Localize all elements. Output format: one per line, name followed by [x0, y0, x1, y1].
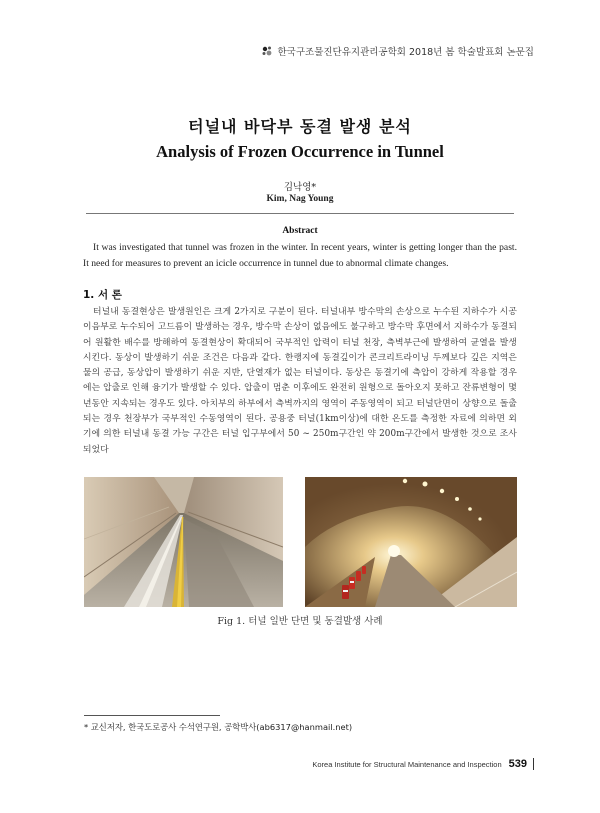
page-footer — [312, 758, 534, 770]
title-divider — [86, 213, 514, 214]
page-number: 539 — [509, 758, 534, 770]
author-name-english: Kim, Nag Young — [266, 194, 334, 204]
running-header — [261, 44, 534, 58]
introduction-paragraph: 터널내 동결현상은 발생원인은 크게 2가지로 구분이 된다. 터널내부 방수막의 손상으로 누수된 지하수가 시공이음부로 누수되어 고드름이 발생하는 경우, 방수막 손상이 없음에도 불구하고 방수막 후면에서 지하수가 동결되어 원활한 배수를 방해하여 동결현상이 확대되어 국부적인 압력이 터널 천장, 측벽부근에 발생하여 균열을 발생시킨다. 동상이 발생하기 쉬운 조건은 다음과 같다. 한랭지에 동결깊이가 콘크리트라이닝 두께보다 깊은 지역은 물의 공급, 동상압이 발생하기 쉬운 지반, 단열재가 없는 터널이다. 동상은 동결기에 측압이 강하게 작용할 경우에는 압출로 인해 융기가 발생할 수 있다. 압출이 멈춘 이후에도 완전히 원형으로 돌아오지 못하고 잔류변형이 몇년동안 지속되는 경우도 있다. 아치부의 하부에서 측벽까지의 영역이 주동영역이 되고 터널단면이 상향으로 돌출 되는 경우 천장부가 국부적인 수동영역이 된다. 공용중 터널(1km이상)에 대한 온도를 측정한 자료에 의하면 외기에 의한 터널내 동결 가능 구간은 터널 입구부에서 50 ~ 250m구간인 약 200m구간에서 발생한 것으로 조사되었다 — [83, 307, 517, 455]
conference-name: 한국구조물진단유지관리공학회 2018년 봄 학술발표회 논문집 — [277, 47, 534, 58]
corresponding-author-footnote: * 교신저자, 한국도로공사 수석연구원, 공학박사(ab6317@hanmail.net) — [84, 722, 353, 732]
section-heading-introduction: 1. 서 론 — [83, 289, 122, 301]
society-logo-icon — [261, 45, 273, 57]
abstract-heading: Abstract — [282, 226, 318, 236]
footer-organization: Korea Institute for Structural Maintenance and Inspection — [312, 759, 502, 769]
paper-title-korean: 터널내 바닥부 동결 발생 분석 — [188, 117, 412, 136]
frozen-tunnel-floor-photo — [84, 477, 283, 607]
author-name-korean: 김낙영* — [283, 182, 317, 193]
tunnel-cross-section-photo — [305, 477, 517, 607]
footnote-divider — [84, 715, 220, 716]
figure-caption: Fig 1. 터널 일반 단면 및 동결발생 사례 — [217, 616, 383, 627]
abstract-text: It was investigated that tunnel was frozen in the winter. In recent years, winter is getting longer than the past. It need for measures to prevent an icicle occurrence in tunnel due to abnormal climate changes. — [83, 242, 517, 269]
paper-title-english: Analysis of Frozen Occurrence in Tunnel — [156, 142, 444, 161]
